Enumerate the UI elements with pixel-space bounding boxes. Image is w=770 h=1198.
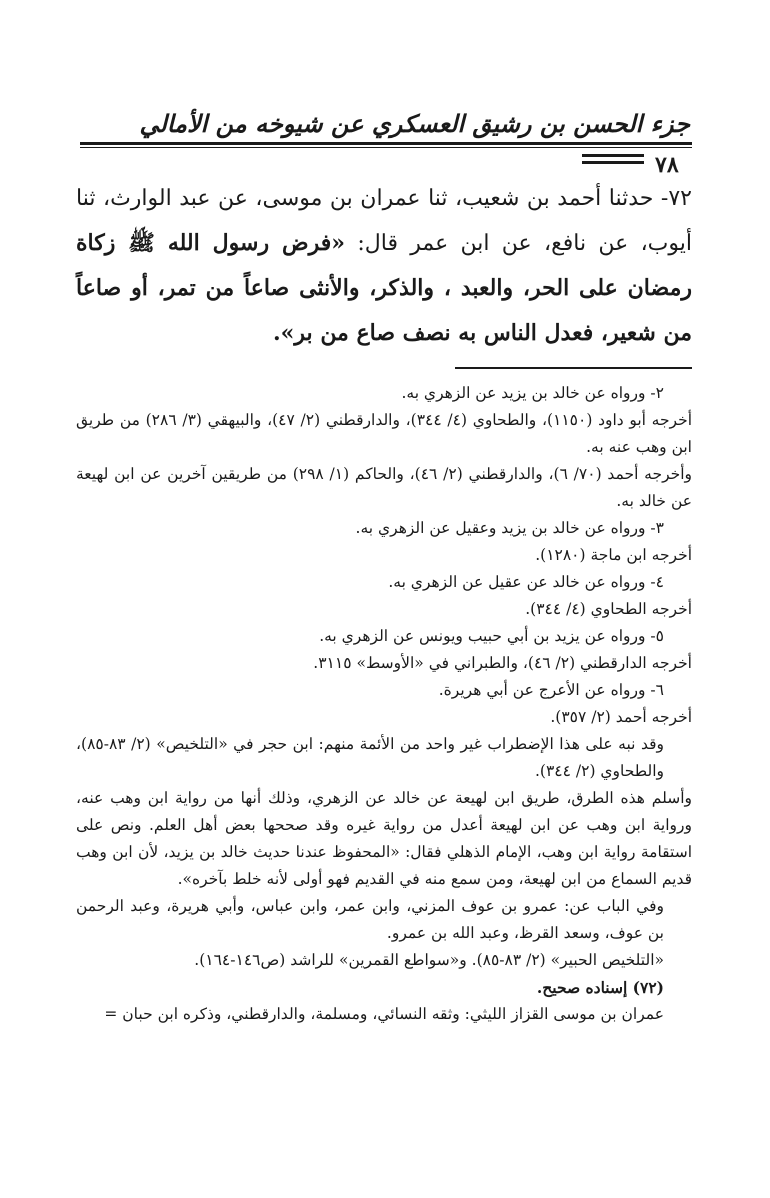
note-line: (٧٢) إسناده صحيح. <box>536 978 664 997</box>
header-rule-thick <box>80 142 692 145</box>
note-line: أخرجه ابن ماجة (١٢٨٠). <box>535 546 692 564</box>
note-line: وأسلم هذه الطرق، طريق ابن لهيعة عن خالد عن الزهري، وذلك أنها من رواية ابن وهب عنه، ورواية ابن وهب عن ابن لهيعة أعدل من رواية غيره وقد صححها بعض أهل العلم. ونص على استقامة رواية ابن وهب، الإمام الذهلي فقال: «المحفوظ عندنا حديث خالد بن يزيد، لأن ابن وهب قديم السماع من ابن لهيعة، ومن سمع منه في القديم فهو أولى لأنه خلط بآخره». <box>76 789 692 888</box>
note-line: ٦- ورواه عن الأعرج عن أبي هريرة. <box>438 681 664 699</box>
note-line: «التلخيص الحبير» (٢/ ٨٣-٨٥). و«سواطع القمرين» للراشد (ص١٤٦-١٦٤). <box>194 951 664 969</box>
note-line: ٢- ورواه عن خالد بن يزيد عن الزهري به. <box>401 384 664 402</box>
header-rule-thin <box>80 147 692 148</box>
note-line: ٤- ورواه عن خالد عن عقيل عن الزهري به. <box>388 573 664 591</box>
note-line: أخرجه الدارقطني (٢/ ٤٦)، والطبراني في «الأوسط» ٣١١٥. <box>313 654 692 672</box>
note-line: عمران بن موسى القزاز الليثي: وثقه النسائي، ومسلمة، والدارقطني، وذكره ابن حبان = <box>104 1005 664 1023</box>
note-line: أخرجه الطحاوي (٤/ ٣٤٤). <box>525 600 692 618</box>
note-line: وأخرجه أحمد (٧٠/ ٦)، والدارقطني (٢/ ٤٦)، والحاكم (١/ ٢٩٨) من طريقين آخرين عن ابن لهيعة عن خالد به. <box>76 465 692 510</box>
note-line: ٥- ورواه عن يزيد بن أبي حبيب ويونس عن الزهري به. <box>319 627 664 645</box>
note-line: أخرجه أحمد (٢/ ٣٥٧). <box>550 708 692 726</box>
footnotes <box>76 380 692 1028</box>
note-line: وقد نبه على هذا الإضطراب غير واحد من الأئمة منهم: ابن حجر في «التلخيص» (٢/ ٨٣-٨٥)، والطحاوي (٢/ ٣٤٤). <box>76 735 664 780</box>
note-line: وفي الباب عن: عمرو بن عوف المزني، وابن عمر، وابن عباس، وأبي هريرة، وعبد الرحمن بن عوف، وسعد القرظ، وعبد الله بن عمرو. <box>76 897 664 942</box>
hadith-paragraph <box>76 177 692 356</box>
page-number: ٧٨ <box>655 152 679 178</box>
footnote-separator <box>455 367 692 369</box>
hadith-matn: «فرض رسول الله ﷺ زكاة رمضان على الحر، والعبد ، والذكر، والأنثى صاعاً من تمر، أو صاعاً من شعير، فعدل الناس به نصف صاع من بر». <box>76 230 692 346</box>
main-text <box>76 177 692 356</box>
isnad-text: ٧٢- حدثنا أحمد بن شعيب، ثنا عمران بن موسى، عن عبد الوارث، ثنا أيوب، عن نافع، عن ابن عمر قال: <box>76 186 692 256</box>
page-number-rule <box>582 150 644 168</box>
note-line: أخرجه أبو داود (١١٥٠)، والطحاوي (٤/ ٣٤٤)، والدارقطني (٢/ ٤٧)، والبيهقي (٣/ ٢٨٦) من طريق ابن وهب عنه به. <box>76 411 693 456</box>
note-line: ٣- ورواه عن خالد بن يزيد وعقيل عن الزهري به. <box>355 519 664 537</box>
running-header-title: جزء الحسن بن رشيق العسكري عن شيوخه من الأمالي <box>139 109 690 138</box>
